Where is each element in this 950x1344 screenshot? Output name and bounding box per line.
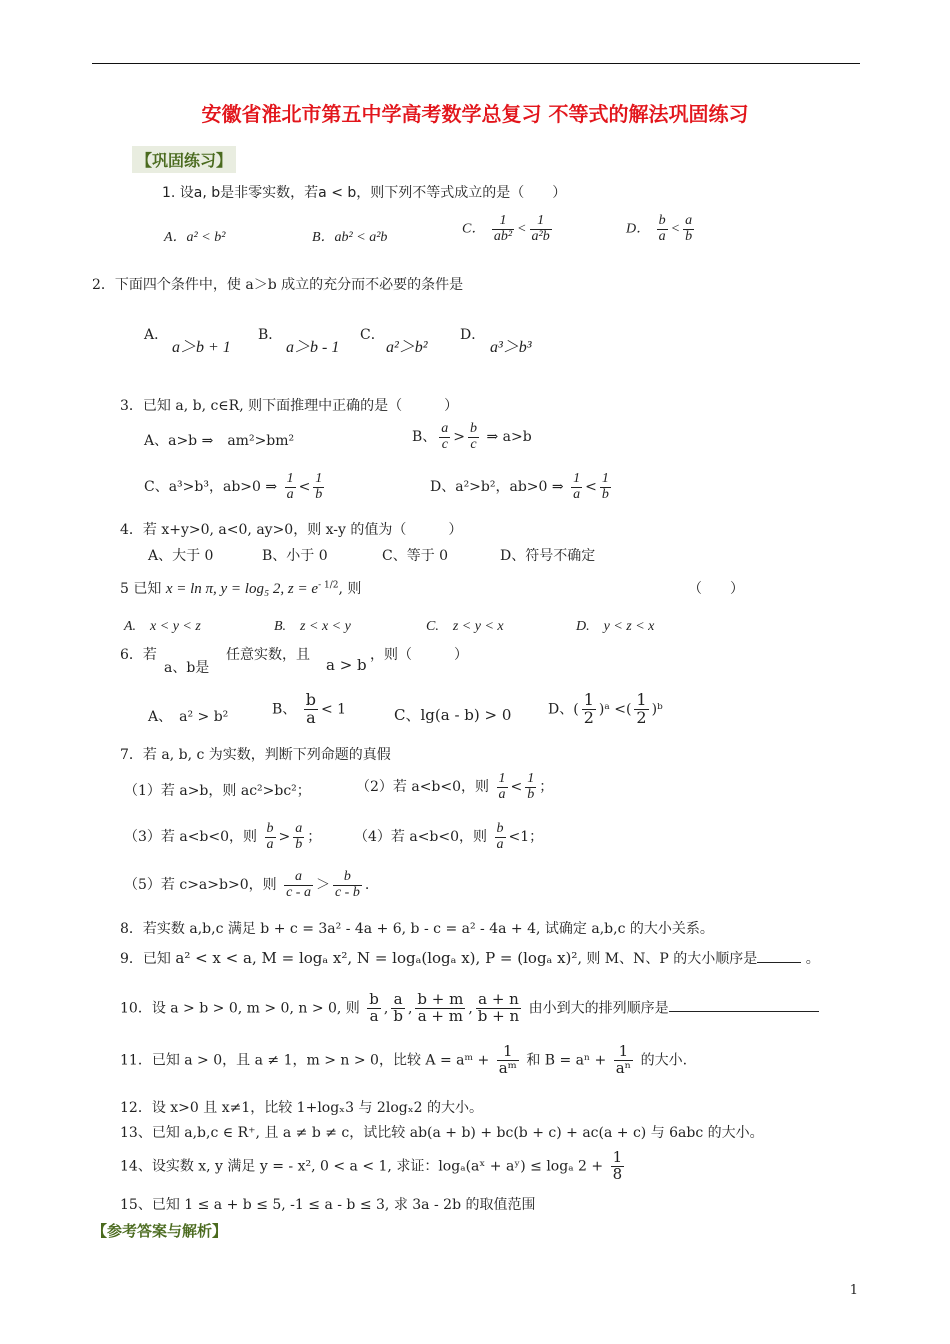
q6-post: ，则（ ） [370, 647, 468, 663]
q4-option-a: A、大于 0 [148, 548, 214, 564]
page-number: 1 [849, 1283, 858, 1298]
q9-stem: 9．已知 a² < x < a, M = logₐ x², N = logₐ(logₐ x), P = (logₐ x)², 则 M、N、P 的大小顺序是 。 [120, 949, 820, 967]
q2-option-c-label: C． [360, 327, 385, 343]
q6-option-c: C、lg(a - b) > 0 [394, 706, 512, 724]
q2-stem: 2．下面四个条件中，使 a＞b 成立的充分而不必要的条件是 [92, 277, 464, 293]
q2-option-b-label: B． [258, 327, 283, 343]
q1-option-d: D． $\frac{b}{a}$ < $\frac{a}{b}$ [626, 213, 693, 244]
q5-stem: 5 已知 x = ln π, y = log₅ 2, $z = e^{- 1/2}$, 则 [120, 580, 362, 597]
q7-item-1: （1）若 a>b，则 ac²>bc²； [124, 783, 311, 799]
q6-mid: 任意实数，且 [226, 647, 310, 663]
q2-option-d-label: D． [460, 327, 486, 343]
q3-stem: 3．已知 a, b, c∈R, 则下面推理中正确的是（ ） [120, 398, 459, 414]
q1-option-c: C． $\frac{1}{\text{ab²}}$ < $\frac{1}{\text{a²b}}$ [462, 213, 550, 244]
q6-option-b: B、 $\frac{b}{a}$ < 1 [272, 690, 347, 727]
q1-option-a: A．a² < b² [164, 230, 226, 245]
q6-condition: a > b [326, 656, 367, 674]
q8-stem: 8．若实数 a,b,c 满足 b + c = 3a² - 4a + 6, b - c = a² - 4a + 4, 试确定 a,b,c 的大小关系。 [120, 921, 714, 937]
q3-option-d: D、a²>b²，ab>0 ⇒ $\frac{1}{a}$ < $\frac{1}{b}$ [430, 471, 609, 502]
q6-option-a: A、 a² > b² [148, 709, 229, 725]
q3-option-b: B、 $\frac{a}{c}$ > $\frac{b}{c}$ ⇒ a>b [412, 421, 532, 452]
q6-pre: 6．若 [120, 647, 157, 663]
q5-answer-paren: （ ） [688, 581, 744, 597]
q3-option-a: A、a>b ⇒ am²>bm² [144, 433, 295, 449]
q4-option-c: C、等于 0 [382, 548, 449, 564]
q4-stem: 4．若 x+y>0, a<0, ay>0，则 x-y 的值为（ ） [120, 522, 463, 538]
q7-item-5: （5）若 c>a>b>0，则 $\frac{a}{c - a}$ ＞ $\frac{b}{c - b}$ . [124, 869, 370, 900]
q2-option-b: a＞b - 1 [286, 339, 340, 356]
q15-stem: 15、已知 1 ≤ a + b ≤ 5, -1 ≤ a - b ≤ 3, 求 3a - 2b 的取值范围 [120, 1197, 536, 1213]
q12-stem: 12．设 x>0 且 x≠1，比较 1+logₓ3 与 2logₓ2 的大小。 [120, 1100, 483, 1116]
q13-stem: 13、已知 a,b,c ∈ R⁺, 且 a ≠ b ≠ c，试比较 ab(a + b) + bc(b + c) + ac(a + c) 与 6abc 的大小。 [120, 1125, 764, 1141]
q2-option-c: a²＞b² [386, 339, 428, 356]
q10-stem: 10．设 a > b > 0, m > 0, n > 0, 则 $\frac{b}{a}$ , $\frac{a}{b}$ , $\frac{b + m}{a + m}$ , $\frac{a + n}{b + n}$ 由小到大的排列顺序是 [120, 992, 819, 1025]
q2-option-d: a³＞b³ [490, 339, 532, 356]
q4-option-b: B、小于 0 [262, 548, 328, 564]
q5-option-d: D. y < z < x [576, 619, 655, 634]
q5-option-a: A. x < y < z [124, 619, 201, 634]
q7-item-4: （4）若 a<b<0，则 $\frac{b}{a}$ <1； [354, 821, 544, 852]
q5-option-b: B. z < x < y [274, 619, 351, 634]
q7-stem: 7．若 a, b, c 为实数，判断下列命题的真假 [120, 747, 391, 763]
q3-option-c: C、a³>b³，ab>0 ⇒ $\frac{1}{a}$ < $\frac{1}{b}$ [144, 471, 323, 502]
q7-item-2: （2）若 a<b<0，则 $\frac{1}{a}$ < $\frac{1}{b}$ ； [356, 771, 554, 802]
q5-option-c: C. z < y < x [426, 619, 504, 634]
q6-ab: a、b是 [164, 660, 210, 676]
q14-stem: 14、设实数 x, y 满足 y = - x², 0 < a < 1, 求证：logₐ(aˣ + aʸ) ≤ logₐ 2 + $\frac{1}{8}$ [120, 1148, 623, 1183]
q11-stem: 11．已知 a > 0，且 a ≠ 1，m > n > 0，比较 A = aᵐ + $\frac{1}{\text{aᵐ}}$ 和 B = aⁿ + $\frac{1}{\text{aⁿ}}$ 的大小. [120, 1042, 688, 1077]
q4-option-d: D、符号不确定 [500, 548, 596, 564]
q1-option-b: B．ab² < a²b [312, 230, 388, 245]
page-title: 安徽省淮北市第五中学高考数学总复习 不等式的解法巩固练习 [201, 102, 749, 126]
q2-option-a: a＞b + 1 [172, 339, 231, 356]
q1-stem: 1. 设a, b是非零实数，若a < b，则下列不等式成立的是（ ） [162, 185, 567, 201]
section-answers-heading: 【参考答案与解析】 [92, 1222, 228, 1240]
section-practice-heading: 【巩固练习】 [132, 146, 236, 173]
header-rule [92, 63, 860, 64]
q6-option-d: D、( $\frac{1}{2}$ )ᵃ <( $\frac{1}{2}$ )ᵇ [548, 690, 663, 727]
q2-option-a-label: A． [144, 327, 169, 343]
q7-item-3: （3）若 a<b<0，则 $\frac{b}{a}$ > $\frac{a}{b}$ ； [124, 821, 322, 852]
